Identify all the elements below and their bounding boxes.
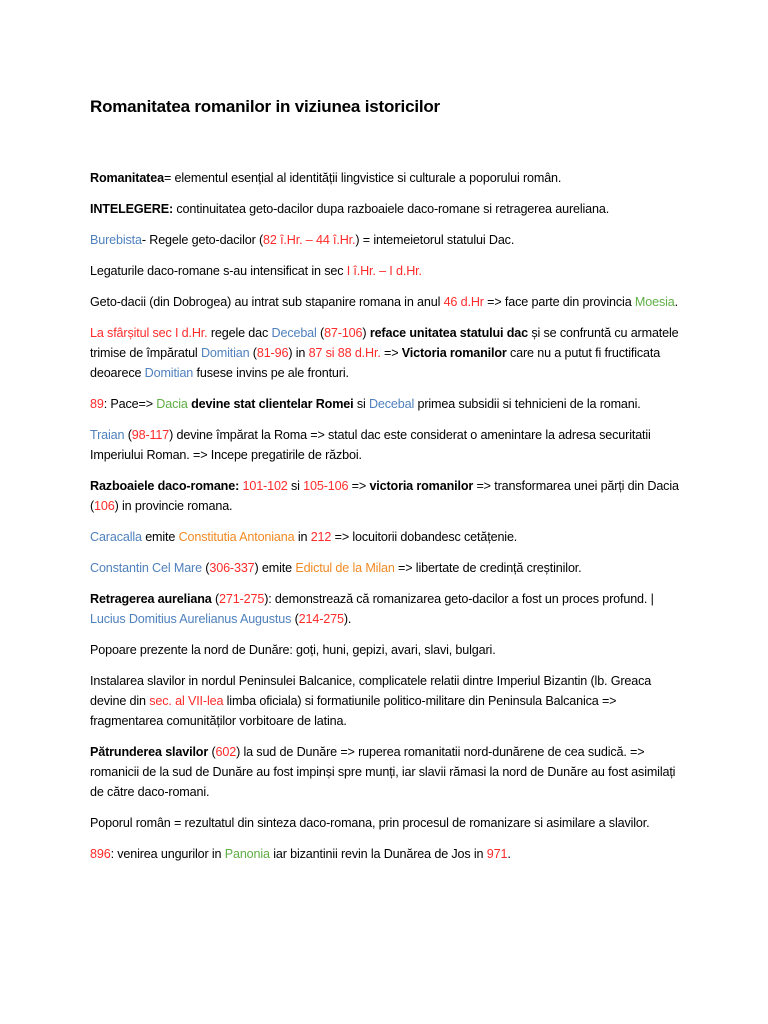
text-run: in — [294, 530, 311, 544]
text-run: Panonia — [224, 847, 270, 861]
text-run: INTELEGERE: — [90, 202, 174, 216]
paragraph — [90, 742, 690, 802]
text-run: si — [353, 397, 369, 411]
text-run: => — [348, 479, 370, 493]
paragraph — [90, 844, 690, 864]
paragraph — [90, 292, 690, 312]
text-run: primea subsidii si tehnicieni de la romani. — [414, 397, 641, 411]
text-run: 106 — [94, 499, 115, 513]
text-run: Retragerea aureliana — [90, 592, 212, 606]
text-run: Domitian — [200, 346, 250, 360]
text-run: Decebal — [271, 326, 317, 340]
paragraph — [90, 558, 690, 578]
text-run: ( — [291, 612, 299, 626]
text-run: 271-275 — [219, 592, 265, 606]
text-run: ): demonstrează că romanizarea geto-dacilor a fost un proces profund. | — [264, 592, 654, 606]
text-run: : Pace=> — [103, 397, 157, 411]
text-run: Dacia — [156, 397, 188, 411]
text-run: Poporul român = rezultatul din sinteza daco-romana, prin procesul de romanizare si asimilare a slavilor. — [90, 816, 650, 830]
text-run: => locuitorii dobandesc cetățenie. — [331, 530, 518, 544]
text-run: 214-275 — [298, 612, 344, 626]
text-run: = elementul esențial al identității lingvistice si culturale a poporului român. — [163, 171, 562, 185]
text-run: 212 — [310, 530, 332, 544]
text-run: care nu a putut fi fructificata deoarece — [90, 346, 661, 380]
text-run: 896 — [90, 847, 111, 861]
text-run: victoria romanilor — [369, 479, 474, 493]
paragraph — [90, 813, 690, 833]
text-run: fusese invins pe ale fronturi. — [193, 366, 349, 380]
paragraph — [90, 323, 690, 383]
document-title: Romanitatea romanilor in viziunea istoricilor — [90, 97, 440, 116]
text-run: ) devine împărat la Roma => statul dac este considerat o amenintare la adresa securitatii Imperiului Roman. => Incepe pregatirile de război. — [90, 428, 651, 462]
text-run: Razboaiele daco-romane: — [90, 479, 240, 493]
text-run: => face parte din provincia — [483, 295, 635, 309]
text-run: sec. al VII-lea — [149, 694, 224, 708]
text-run: 306-337 — [209, 561, 255, 575]
text-run: Constantin Cel Mare — [90, 561, 202, 575]
text-run: Legaturile daco-romane s-au intensificat in sec — [90, 264, 347, 278]
text-run: => transformarea unei părți din Dacia ( — [90, 479, 679, 513]
text-run: 46 d.Hr — [443, 295, 484, 309]
text-run: Domitian — [144, 366, 194, 380]
paragraph — [90, 527, 690, 547]
text-run: limba oficiala) si formatiunile politico-militare din Peninsula Balcanica => fragmentarea comunităților vorbitoare de latina. — [90, 694, 617, 728]
text-run: 81-96 — [256, 346, 289, 360]
text-run: Edictul de la Milan — [295, 561, 395, 575]
text-run: Burebista — [90, 233, 142, 247]
text-run: Caracalla — [90, 530, 142, 544]
text-run: Decebal — [368, 397, 415, 411]
text-run: si — [287, 479, 304, 493]
text-run: => — [380, 346, 402, 360]
text-run: . — [674, 295, 678, 309]
text-run: ( — [316, 326, 325, 340]
text-run: emite — [141, 530, 179, 544]
document-body — [90, 168, 690, 875]
text-run: Geto-dacii (din Dobrogea) au intrat sub stapanire romana in anul — [90, 295, 444, 309]
text-run: 971 — [486, 847, 508, 861]
text-run: Popoare prezente la nord de Dunăre: goți, huni, gepizi, avari, slavi, bulgari. — [90, 643, 496, 657]
text-run: 98-117 — [131, 428, 170, 442]
paragraph — [90, 640, 690, 660]
text-run: continuitatea geto-dacilor dupa razboaiele daco-romane si retragerea aureliana. — [173, 202, 610, 216]
text-run: ) la sud de Dunăre => ruperea romanitatii nord-dunărene de cea sudică. => romanicii de la sud de Dunăre au fost impinși spre munți, iar slavii rămasi la nord de Dunăre au fost asimilați de către daco-romani. — [90, 745, 676, 799]
text-run: 105-106 — [303, 479, 349, 493]
text-run: Traian — [90, 428, 125, 442]
text-run: I î.Hr. – I d.Hr. — [346, 264, 422, 278]
text-run: ( — [249, 346, 257, 360]
text-run: Pătrunderea slavilor — [90, 745, 209, 759]
text-run: 602 — [215, 745, 237, 759]
text-run: ) — [362, 326, 370, 340]
text-run: iar bizantinii revin la Dunărea de Jos in — [269, 847, 487, 861]
text-run: ) in — [288, 346, 309, 360]
paragraph — [90, 425, 690, 465]
text-run: regele dac — [207, 326, 272, 340]
paragraph — [90, 230, 690, 250]
paragraph — [90, 394, 690, 414]
paragraph — [90, 589, 690, 629]
text-run: 87-106 — [324, 326, 363, 340]
paragraph — [90, 476, 690, 516]
text-run: : venirea ungurilor in — [110, 847, 225, 861]
text-run: 87 si 88 d.Hr. — [308, 346, 381, 360]
text-run: și se confruntă cu armatele trimise de împăratul — [90, 326, 679, 360]
text-run: Instalarea slavilor in nordul Peninsulei Balcanice, complicatele relatii dintre Imperiul Bizantin (lb. Greaca devine din — [90, 674, 652, 708]
text-run: reface unitatea statului dac — [369, 326, 528, 340]
text-run: devine stat clientelar Romei — [191, 397, 354, 411]
paragraph — [90, 199, 690, 219]
text-run: ( — [211, 592, 220, 606]
text-run: 89 — [90, 397, 104, 411]
text-run: Lucius Domitius Aurelianus Augustus — [90, 612, 292, 626]
text-run: ( — [124, 428, 132, 442]
text-run: Romanitatea — [90, 171, 164, 185]
text-run: ) emite — [254, 561, 296, 575]
text-run: ) in provincie romana. — [114, 499, 233, 513]
text-run: Victoria romanilor — [401, 346, 507, 360]
text-run: => libertate de credință creștinilor. — [394, 561, 582, 575]
text-run: La sfârșitul sec I d.Hr. — [90, 326, 208, 340]
paragraph — [90, 671, 690, 731]
text-run: ). — [343, 612, 352, 626]
text-run: Moesia — [634, 295, 675, 309]
text-run: ( — [201, 561, 210, 575]
text-run: 82 î.Hr. – 44 î.Hr. — [263, 233, 356, 247]
text-run: . — [507, 847, 511, 861]
text-run: - Regele geto-dacilor ( — [141, 233, 264, 247]
paragraph — [90, 168, 690, 188]
text-run: ) = intemeietorul statului Dac. — [355, 233, 515, 247]
text-run: ( — [208, 745, 216, 759]
text-run: Constitutia Antoniana — [178, 530, 295, 544]
paragraph — [90, 261, 690, 281]
text-run: 101-102 — [242, 479, 288, 493]
